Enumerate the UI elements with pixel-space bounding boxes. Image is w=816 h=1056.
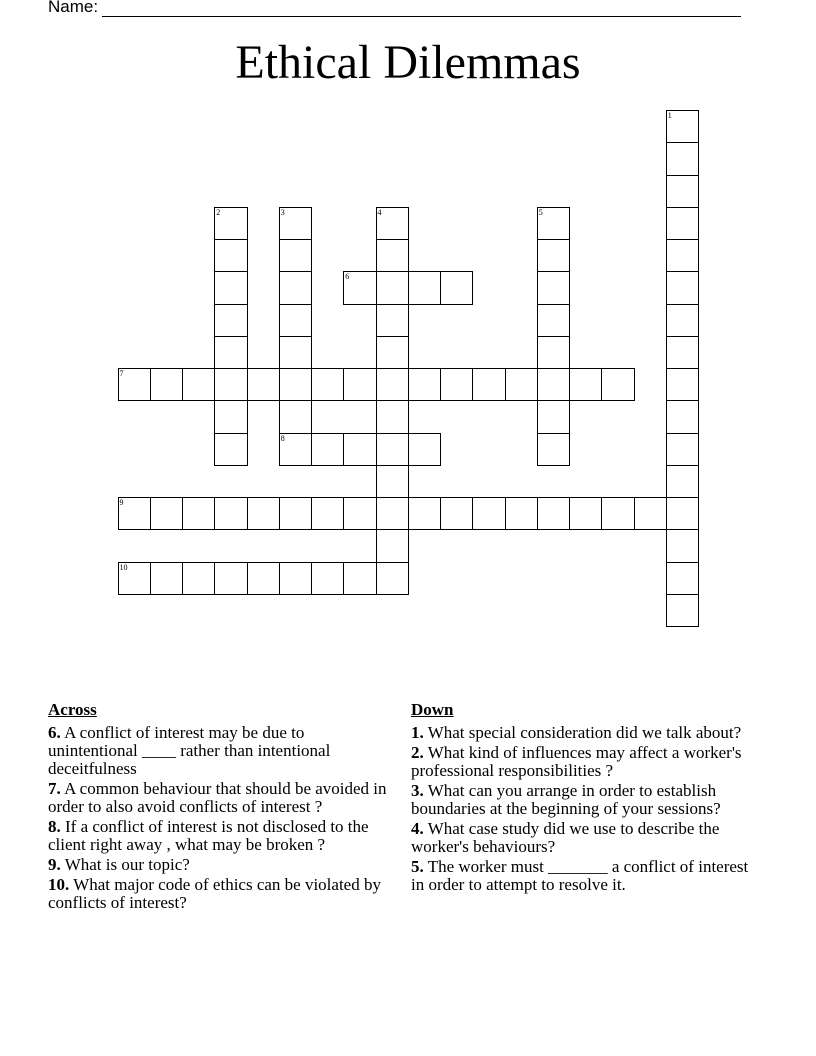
grid-cell[interactable] [376, 529, 409, 562]
grid-cell[interactable] [376, 239, 409, 272]
clue-number: 2 [216, 207, 221, 217]
grid-cell[interactable] [279, 207, 312, 240]
grid-cell[interactable] [311, 368, 344, 401]
grid-cell[interactable] [537, 207, 570, 240]
grid-cell[interactable] [440, 368, 473, 401]
grid-cell[interactable] [279, 433, 312, 466]
down-clues [411, 701, 761, 896]
grid-cell[interactable] [182, 562, 215, 595]
grid-cell[interactable] [408, 433, 441, 466]
grid-cell[interactable] [214, 400, 247, 433]
grid-cell[interactable] [666, 562, 699, 595]
grid-cell[interactable] [118, 497, 151, 530]
grid-cell[interactable] [569, 368, 602, 401]
name-label: Name: [48, 0, 99, 16]
grid-cell[interactable] [666, 239, 699, 272]
grid-cell[interactable] [537, 400, 570, 433]
grid-cell[interactable] [666, 465, 699, 498]
grid-cell[interactable] [408, 368, 441, 401]
grid-cell[interactable] [214, 239, 247, 272]
grid-cell[interactable] [472, 497, 505, 530]
across-heading: Across [48, 700, 97, 719]
grid-cell[interactable] [537, 368, 570, 401]
grid-cell[interactable] [182, 368, 215, 401]
grid-cell[interactable] [279, 562, 312, 595]
grid-cell[interactable] [666, 594, 699, 627]
clue-down-4: 4. What case study did we use to describe the worker's behaviours? [411, 819, 720, 856]
grid-cell[interactable] [150, 562, 183, 595]
grid-cell[interactable] [214, 368, 247, 401]
grid-cell[interactable] [666, 433, 699, 466]
grid-cell[interactable] [343, 271, 376, 304]
grid-cell[interactable] [343, 562, 376, 595]
clue-number: 1 [667, 111, 672, 120]
grid-cell[interactable] [247, 562, 280, 595]
grid-cell[interactable] [537, 304, 570, 337]
grid-cell[interactable] [279, 400, 312, 433]
grid-cell[interactable] [279, 497, 312, 530]
grid-cell[interactable] [182, 497, 215, 530]
down-heading: Down [411, 700, 454, 719]
grid-cell[interactable] [343, 497, 376, 530]
clue-number: 10 [119, 562, 128, 572]
grid-cell[interactable] [666, 497, 699, 530]
grid-cell[interactable] [537, 271, 570, 304]
grid-cell[interactable] [311, 497, 344, 530]
clue-number: 6 [345, 272, 350, 282]
across-clues [48, 701, 398, 914]
grid-cell[interactable] [247, 497, 280, 530]
grid-cell[interactable] [666, 400, 699, 433]
puzzle-title: Ethical Dilemmas [235, 36, 581, 89]
grid-cell[interactable] [537, 433, 570, 466]
grid-cell[interactable] [376, 465, 409, 498]
grid-cell[interactable] [150, 497, 183, 530]
clue-across-10: 10. What major code of ethics can be violated by conflicts of interest? [48, 875, 381, 912]
grid-cell[interactable] [376, 304, 409, 337]
clue-across-9: 9. What is our topic? [48, 855, 190, 874]
grid-cell[interactable] [214, 207, 247, 240]
grid-cell[interactable] [634, 497, 667, 530]
grid-cell[interactable] [666, 304, 699, 337]
grid-cell[interactable] [118, 368, 151, 401]
grid-cell[interactable] [118, 562, 151, 595]
clue-down-2: 2. What kind of influences may affect a worker's professional responsibilities ? [411, 743, 742, 780]
clue-number: 7 [119, 369, 124, 378]
grid-cell[interactable] [505, 368, 538, 401]
clue-number: 5 [538, 207, 543, 217]
grid-cell[interactable] [440, 497, 473, 530]
grid-cell[interactable] [279, 368, 312, 401]
grid-cell[interactable] [537, 497, 570, 530]
grid-cell[interactable] [666, 368, 699, 401]
grid-cell[interactable] [666, 336, 699, 369]
grid-cell[interactable] [666, 271, 699, 304]
grid-cell[interactable] [376, 271, 409, 304]
clue-down-3: 3. What can you arrange in order to establish boundaries at the beginning of your sessions? [411, 781, 721, 818]
grid-cell[interactable] [408, 271, 441, 304]
clue-across-6: 6. A conflict of interest may be due to unintentional ____ rather than intentional deceitfulness [48, 723, 331, 778]
grid-cell[interactable] [343, 368, 376, 401]
grid-cell[interactable] [214, 433, 247, 466]
grid-cell[interactable] [279, 239, 312, 272]
grid-cell[interactable] [376, 433, 409, 466]
grid-cell[interactable] [537, 336, 570, 369]
grid-cell[interactable] [279, 336, 312, 369]
grid-cell[interactable] [601, 497, 634, 530]
grid-cell[interactable] [376, 400, 409, 433]
grid-cell[interactable] [214, 562, 247, 595]
grid-cell[interactable] [376, 336, 409, 369]
grid-cell[interactable] [247, 368, 280, 401]
grid-cell[interactable] [214, 497, 247, 530]
grid-cell[interactable] [569, 497, 602, 530]
grid-cell[interactable] [666, 207, 699, 240]
grid-cell[interactable] [343, 433, 376, 466]
grid-cell[interactable] [376, 562, 409, 595]
grid-cell[interactable] [214, 271, 247, 304]
grid-cell[interactable] [311, 562, 344, 595]
grid-cell[interactable] [376, 207, 409, 240]
grid-cell[interactable] [279, 304, 312, 337]
clue-number: 3 [280, 207, 285, 217]
grid-cell[interactable] [376, 368, 409, 401]
grid-cell[interactable] [472, 368, 505, 401]
grid-cell[interactable] [666, 142, 699, 175]
clue-number: 8 [280, 433, 285, 443]
grid-cell[interactable] [440, 271, 473, 304]
clue-number: 4 [377, 207, 382, 217]
grid-cell[interactable] [666, 529, 699, 562]
grid-cell[interactable] [279, 271, 312, 304]
grid-cell[interactable] [376, 497, 409, 530]
clue-across-8: 8. If a conflict of interest is not disclosed to the client right away , what may be broken ? [48, 817, 369, 854]
grid-cell[interactable] [214, 336, 247, 369]
clue-down-5: 5. The worker must _______ a conflict of interest in order to attempt to resolve it. [411, 857, 749, 894]
grid-cell[interactable] [666, 175, 699, 208]
grid-cell[interactable] [408, 497, 441, 530]
grid-cell[interactable] [505, 497, 538, 530]
clue-number: 9 [119, 498, 124, 507]
grid-cell[interactable] [214, 304, 247, 337]
grid-cell[interactable] [537, 239, 570, 272]
grid-cell[interactable] [601, 368, 634, 401]
grid-cell[interactable] [311, 433, 344, 466]
clue-down-1: 1. What special consideration did we talk about? [411, 723, 742, 742]
clue-across-7: 7. A common behaviour that should be avoided in order to also avoid conflicts of interest ? [48, 779, 387, 816]
grid-cell[interactable] [150, 368, 183, 401]
grid-cell[interactable] [666, 110, 699, 143]
